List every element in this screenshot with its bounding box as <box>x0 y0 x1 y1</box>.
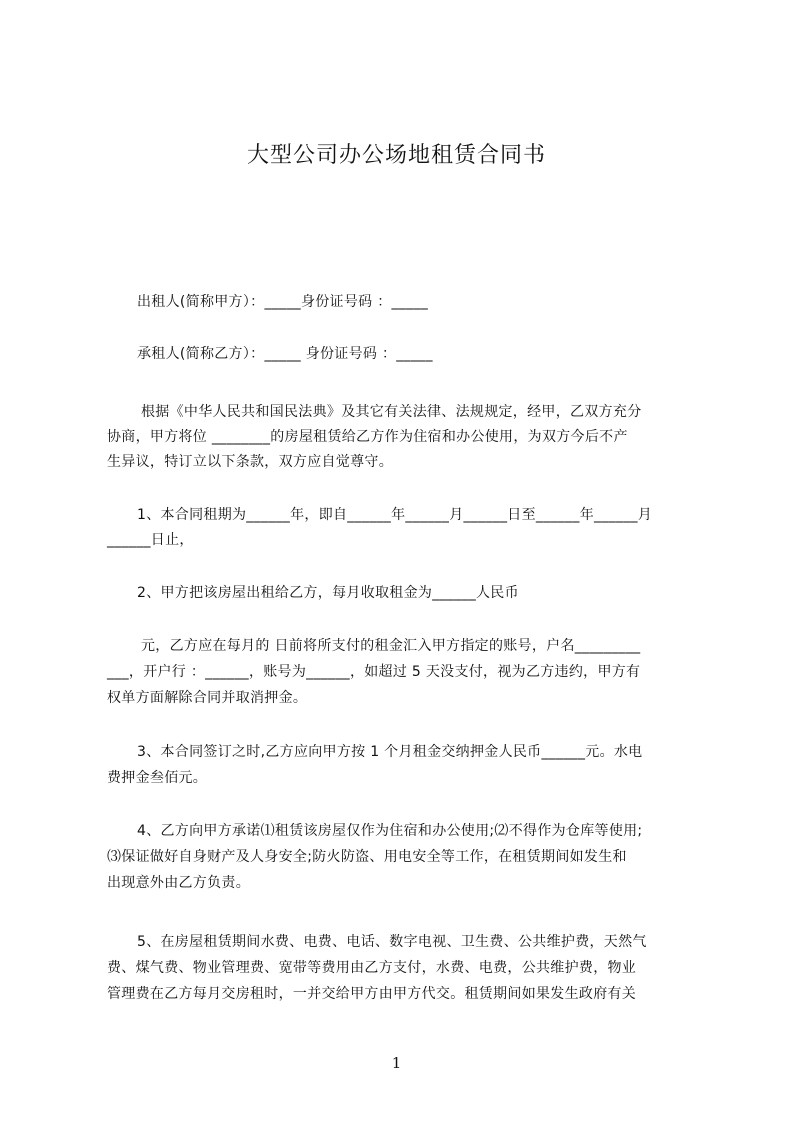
clause-2-cont-line-2: ___，开户行 ：______，账号为______，如超过 5 天没支付，视为乙方违约，甲方有 <box>107 664 641 680</box>
clause-3-line-2: 费押金叁佰元。 <box>107 770 208 786</box>
intro-line-3: 生异议，特订立以下条款，双方应自觉尊守。 <box>107 454 393 470</box>
lessor-line: 出租人(简称甲方）：_____身份证号码 ：_____ <box>137 294 429 310</box>
clause-3-line-1: 3、本合同签订之时,乙方应向甲方按 1 个月租金交纳押金人民币______元。水电 <box>137 744 643 760</box>
intro-line-2: 协商，甲方将位 ________的房屋租赁给乙方作为住宿和办公使用，为双方今后不产 <box>107 429 628 445</box>
clause-2-line-1: 2、甲方把该房屋出租给乙方，每月收取租金为______人民币 <box>137 585 519 601</box>
clause-1-line-2: ______日止， <box>107 532 194 548</box>
clause-4-line-3: 出现意外由乙方负责。 <box>107 875 250 891</box>
clause-4-line-2: ⑶保证做好自身财产及人身安全;防火防盗、用电安全等工作，在租赁期间如发生和 <box>107 849 627 865</box>
clause-5-line-1: 5、在房屋租赁期间水费、电费、电话、数字电视、卫生费、公共维护费，天然气 <box>137 934 647 950</box>
lessee-line: 承租人(简称乙方）：_____ 身份证号码 ：_____ <box>137 346 433 362</box>
clause-2-cont-line-1: 元，乙方应在每月的 日前将所支付的租金汇入甲方指定的账号，户名_________ <box>141 638 641 654</box>
clause-5-line-3: 管理费在乙方每月交房租时，一并交给甲方由甲方代交。租赁期间如果发生政府有关 <box>107 986 637 1002</box>
clause-1-line-1: 1、本合同租期为______年，即自______年______月______日至______年______月 <box>137 507 653 523</box>
clause-4-line-1: 4、乙方向甲方承诺⑴租赁该房屋仅作为住宿和办公使用;⑵不得作为仓库等使用; <box>137 823 643 839</box>
page-number: 1 <box>391 1054 402 1072</box>
clause-5-line-2: 费、煤气费、物业管理费、宽带等费用由乙方支付，水费、电费，公共维护费，物业 <box>107 960 637 976</box>
intro-line-1: 根据《中华人民共和国民法典》及其它有关法律、法规规定，经甲，乙双方充分 <box>141 404 642 420</box>
document-title: 大型公司办公场地租赁合同书 <box>246 143 546 168</box>
clause-2-cont-line-3: 权单方面解除合同并取消押金。 <box>107 690 308 706</box>
